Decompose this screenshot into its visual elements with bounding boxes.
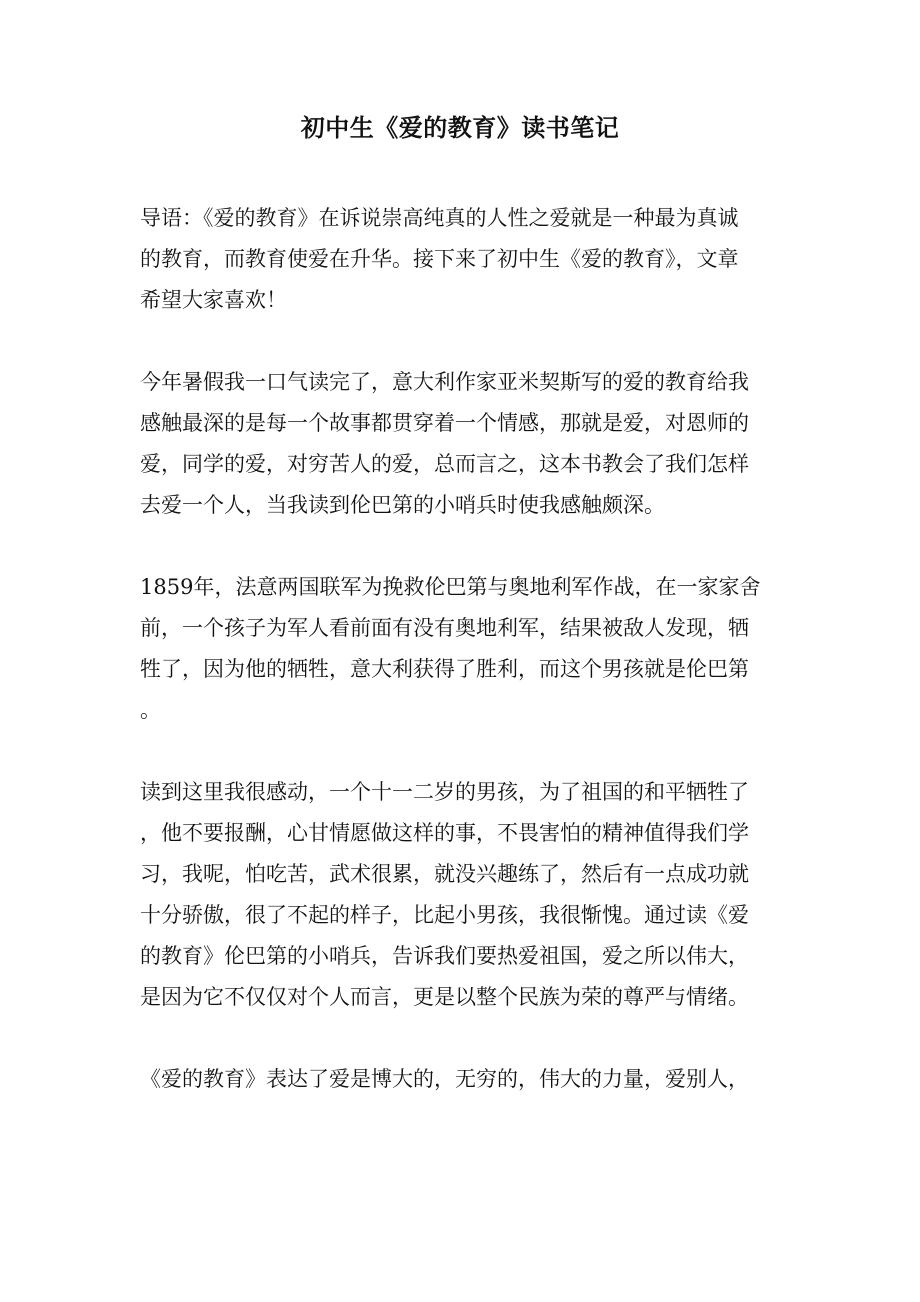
paragraph-conclusion bbox=[140, 1059, 778, 1100]
text-line: 去爱一个人，当我读到伦巴第的小哨兵时使我感触颇深。 bbox=[140, 493, 665, 517]
text-line: 希望大家喜欢！ bbox=[140, 288, 287, 312]
text-line: 爱，同学的爱，对穷苦人的爱，总而言之，这本书教会了我们怎样 bbox=[140, 452, 749, 476]
text-line: 的教育，而教育使爱在升华。接下来了初中生《爱的教育》，文章 bbox=[140, 247, 739, 271]
text-line: 《爱的教育》表达了爱是博大的，无穷的，伟大的力量，爱别人， bbox=[140, 1067, 749, 1091]
document-title: 初中生《爱的教育》读书笔记 bbox=[300, 113, 620, 142]
text-line: 习，我呢，怕吃苦，武术很累，就没兴趣练了，然后有一点成功就 bbox=[140, 862, 749, 886]
text-line: 前，一个孩子为军人看前面有没有奥地利军，结果被敌人发现，牺 bbox=[140, 616, 749, 640]
paragraph-story-summary bbox=[140, 567, 778, 731]
document-body bbox=[140, 198, 778, 1141]
text-line: 是因为它不仅仅对个人而言，更是以整个民族为荣的尊严与情绪。 bbox=[140, 985, 749, 1009]
text-line: 。 bbox=[140, 698, 161, 722]
text-line: ，他不要报酬，心甘情愿做这样的事，不畏害怕的精神值得我们学 bbox=[140, 821, 749, 845]
text-line: 的教育》伦巴第的小哨兵，告诉我们要热爱祖国，爱之所以伟大， bbox=[140, 944, 749, 968]
paragraph-reflection bbox=[140, 772, 778, 1018]
text-line: 今年暑假我一口气读完了，意大利作家亚米契斯写的爱的教育给我 bbox=[140, 370, 749, 394]
text-line: 牲了，因为他的牺牲，意大利获得了胜利，而这个男孩就是伦巴第 bbox=[140, 657, 749, 681]
text-line: 十分骄傲，很了不起的样子，比起小男孩，我很惭愧。通过读《爱 bbox=[140, 903, 749, 927]
text-line: 感触最深的是每一个故事都贯穿着一个情感，那就是爱，对恩师的 bbox=[140, 411, 749, 435]
text-line: 导语：《爱的教育》在诉说崇高纯真的人性之爱就是一种最为真诚 bbox=[140, 206, 739, 230]
paragraph-intro bbox=[140, 198, 778, 321]
text-line: 1859年，法意两国联军为挽救伦巴第与奥地利军作战，在一家家舍 bbox=[140, 575, 761, 599]
text-line: 读到这里我很感动，一个十一二岁的男孩，为了祖国的和平牺牲了 bbox=[140, 780, 749, 804]
paragraph-summer-reading bbox=[140, 362, 778, 526]
